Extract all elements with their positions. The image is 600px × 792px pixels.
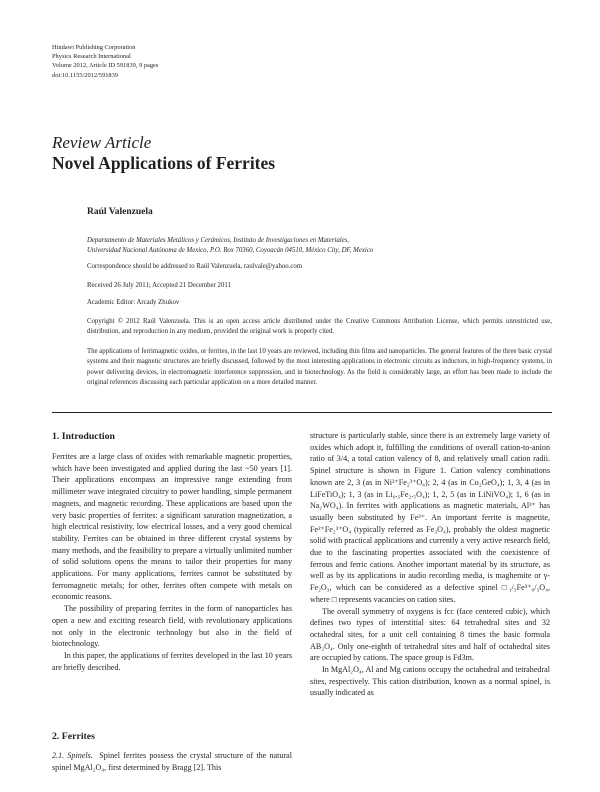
intro-paragraph-1: Ferrites are a large class of oxides with remarkable magnetic properties, which have been investigated and applied during the last ~50 years [1]. Their applications encompass an impressive range extending from millimeter wave integrated circuitry to power handling, simple permanent magnets, and magnetic recording. These applications are based upon the very basic properties of ferrites: a significant saturation magnetization, a high electrical resistivity, low electrical losses, and a very good chemical stability. Ferrites can be obtained in three different crystal systems by many methods, and the feasibility to prepare a virtually unlimited number of solid solutions opens the means to tailor their properties for many applications. For many applications, ferrites cannot be substituted by ferromagnetic metals; for other, ferrites often compete with metals on economic reasons. xyxy=(52,452,292,602)
copyright-notice: Copyright © 2012 Raúl Valenzuela. This is an open access article distributed under the Creative Commons Attribution License, which permits unrestricted use, distribution, and reproduction in any medium, provided the original work is properly cited. xyxy=(87,318,552,336)
affiliation-line-2: Universidad Nacional Autónoma de Mexico, P.O. Box 70360, Coyoacán 04510, México City, DF, Mexico xyxy=(87,247,374,255)
journal-name: Physics Research International xyxy=(52,53,131,61)
section-heading-introduction: 1. Introduction xyxy=(52,431,115,442)
article-title: Novel Applications of Ferrites xyxy=(52,153,276,173)
right-column-body xyxy=(310,430,550,699)
volume-info: Volume 2012, Article ID 591839, 9 pages xyxy=(52,62,159,70)
section-heading-ferrites: 2. Ferrites xyxy=(52,731,95,742)
introduction-body xyxy=(52,451,292,673)
spinels-text: Spinel ferrites possess the crystal structure of the natural spinel MgAl₂O₄, first determined by Bragg [2]. This xyxy=(52,751,292,772)
spinel-structure-paragraph: structure is particularly stable, since there is an extremely large variety of oxides which adopt it, fulfilling the conditions of overall cation-to-anion ratio of 3/4, a total cation valency of 8, and relatively small cation radii. Spinel structure is shown in Figure 1. Cation valency combinations known are 2, 3 (as in Ni²⁺Fe₂³⁺O₄); 2, 4 (as in Co₂GeO₄); 1, 3, 4 (as in LiFeTiO₄); 1, 3 (as in Li₀.₅Fe₂.₅O₄); 1, 2, 5 (as in LiNiVO₄); 1, 6 (as in Na₂WO₄). In ferrites with applications as magnetic materials, Al³⁺ has usually been substituted by Fe³⁺. An important ferrite is magnetite, Fe²⁺Fe₂³⁺O₄ (typically referred as Fe₃O₄), probably the oldest magnetic solid with practical applications and currently a very active research field, due to the fascinating properties associated with the coexistence of ferrous and ferric cations. Another important material by its structure, as well as by its applications in audio recording media, is maghemite or γ-Fe₂O₃, which can be considered as a defective spinel □₁/₃Fe³⁺₈/₃O₄, where □ represents vacancies on cation sites. xyxy=(310,431,550,604)
journal-header xyxy=(52,43,158,80)
publisher: Hindawi Publishing Corporation xyxy=(52,44,136,51)
author-name: Raúl Valenzuela xyxy=(87,207,153,217)
article-type: Review Article xyxy=(52,133,152,152)
intro-paragraph-3: In this paper, the applications of ferrites developed in the last 10 years are briefly described. xyxy=(52,650,292,672)
cation-distribution-paragraph: In MgAl₂O₄, Al and Mg cations occupy the octahedral and tetrahedral sites, respectively. This cation distribution, known as a normal spinel, is usually indicated as xyxy=(310,665,550,698)
academic-editor: Academic Editor: Arcady Zhukov xyxy=(87,299,180,306)
intro-paragraph-2: The possibility of preparing ferrites in the form of nanoparticles has open a new and exciting research field, with revolutionary applications not only in the electronic technology but also in the field of biotechnology. xyxy=(52,604,292,649)
oxygen-symmetry-paragraph: The overall symmetry of oxygens is fcc (face centered cubic), which defines two types of interstitial sites: 64 tetrahedral sites and 32 octahedral sites, for a unit cell containing 8 times the basic formula AB₂O₄. Only one-eighth of tetrahedral sites and half of octahedral sites are occupied by cations. The space group is Fd3m. xyxy=(310,606,550,663)
doi[interactable]: doi:10.1155/2012/591839 xyxy=(52,71,118,79)
received-accepted-dates: Received 26 July 2011; Accepted 21 December 2011 xyxy=(87,282,231,289)
subsection-heading-spinels: 2.1. Spinels. xyxy=(52,751,93,760)
correspondence: Correspondence should be addressed to Raúl Valenzuela, raulvale@yahoo.com xyxy=(87,263,303,270)
ferrites-body xyxy=(52,750,292,773)
divider xyxy=(52,412,552,413)
affiliation-line-1: Departamento de Materiales Metálicos y Cerámicos, Instituto de Investigaciones en Materiales, xyxy=(87,237,350,244)
abstract: The applications of ferrimagnetic oxides, or ferrites, in the last 10 years are reviewed, including thin films and nanoparticles. The general features of the three basic crystal systems and their magnetic structures are briefly discussed, followed by the most interesting applications in electronic circuits as inductors, in high-frequency systems, in power delivering devices, in electromagnetic interference suppression, and in biotechnology. As the field is considerably large, an effort has been made to include the original references discussing each particular application on a more detailed manner. xyxy=(87,348,552,387)
spinels-paragraph xyxy=(52,750,292,773)
affiliation xyxy=(87,236,552,257)
